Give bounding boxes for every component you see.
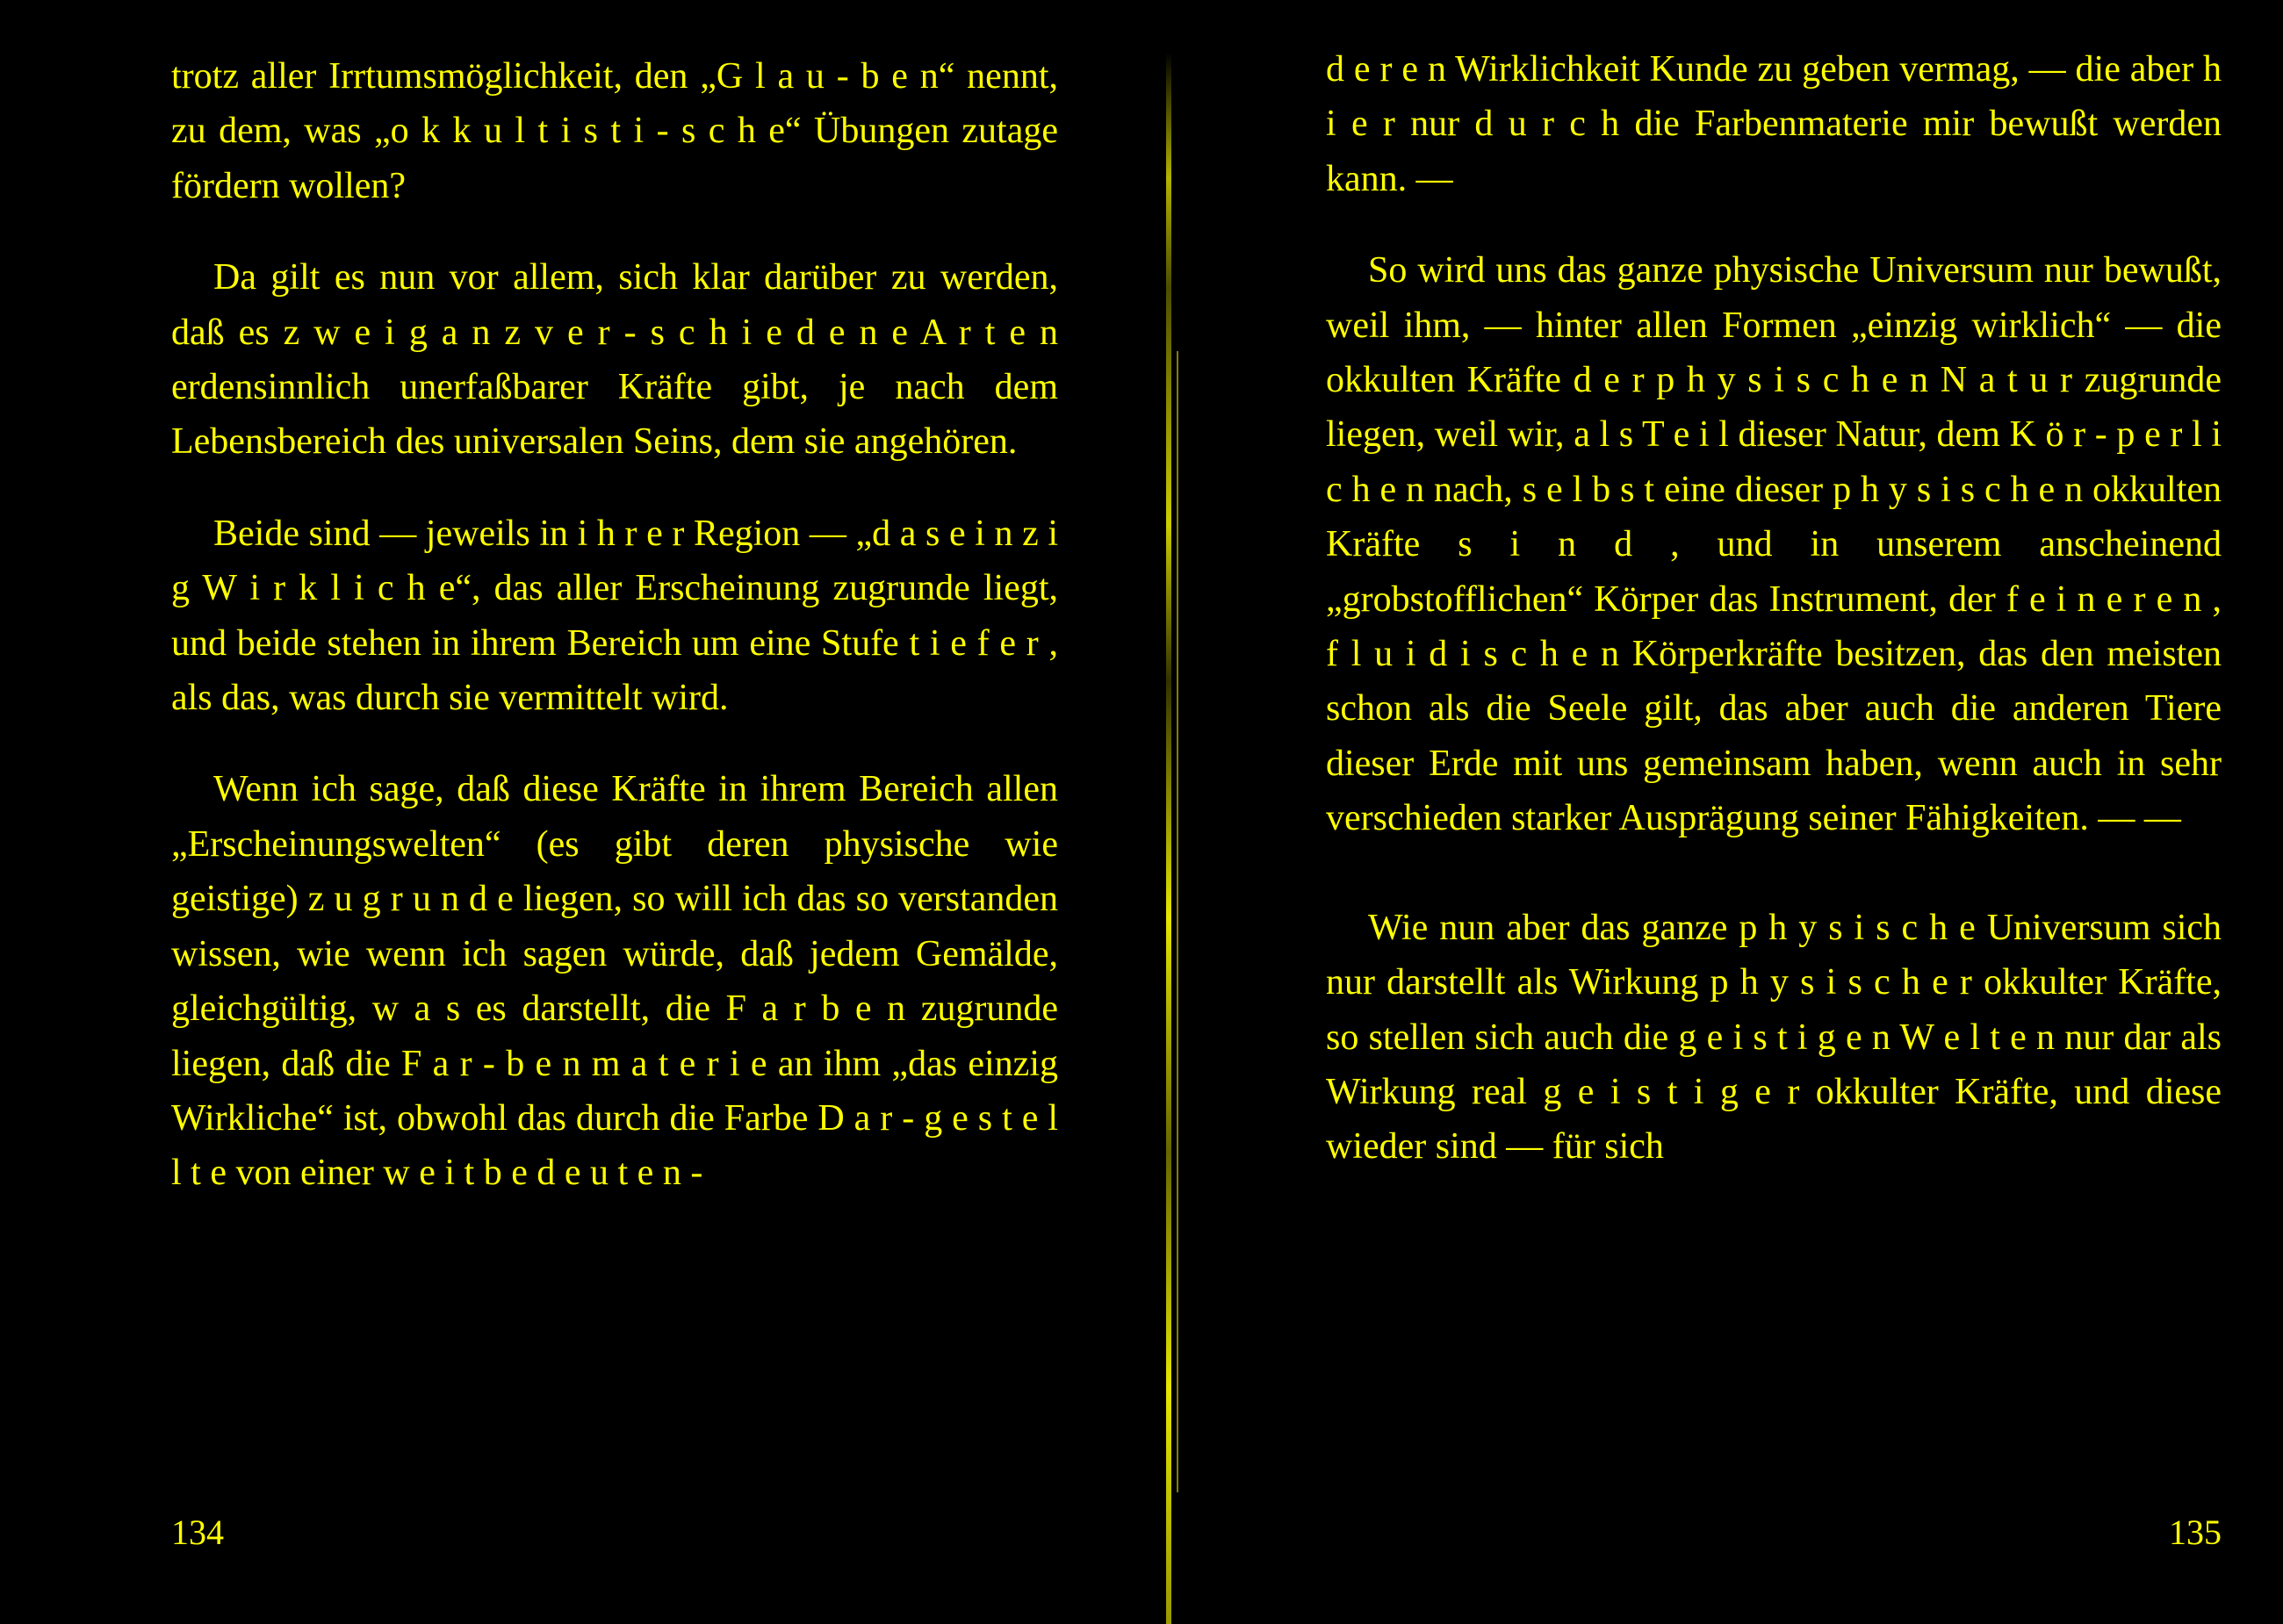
right-paragraph-3: Wie nun aber das ganze p h y s i s c h e Universum sich nur darstellt als Wirkung p h y s i s c h e r okkulter Kräfte, so stellen sich auch die g e i s t i g e n W e l t e n nur dar als Wirkung real g e i s t i g e r okkulter Kräfte, und diese wieder sind — für sich bbox=[1326, 907, 2222, 1168]
book-gutter-edge bbox=[1177, 351, 1178, 1492]
right-paragraph-2: So wird uns das ganze physische Universum nur bewußt, weil ihm, — hinter allen Formen „einzig wirklich“ — die okkulten Kräfte d e r p h y s i s c h e n N a t u r zugrunde liegen, weil wir, a l s T e i l dieser Natur, dem K ö r - p e r l i c h e n nach, s e l b s t eine dieser p h y s i s c h e n okkulten Kräfte s i n d , und in unserem anscheinend „grobstofflichen“ Körper das Instrument, der f e i n e r e n , f l u i d i s c h e n Körperkräfte besitzen, das den meisten schon als die Seele gilt, das aber auch die anderen Tiere dieser Erde mit uns gemeinsam haben, wenn auch in sehr verschieden starker Ausprägung seiner Fähigkeiten. — — bbox=[1326, 250, 2222, 839]
left-paragraph-2: Da gilt es nun vor allem, sich klar darüber zu werden, daß es z w e i g a n z v e r - s c h i e d e n e A r t e n erdensinnlich unerfaßbarer Kräfte gibt, je nach dem Lebensbereich des universalen Seins, dem sie angehören. bbox=[171, 257, 1058, 463]
left-page-number: 134 bbox=[171, 1513, 224, 1552]
right-page bbox=[1326, 0, 2222, 1624]
left-paragraph-3: Beide sind — jeweils in i h r e r Region — „d a s e i n z i g W i r k l i c h e“, das aller Erscheinung zugrunde liegt, und beide stehen in ihrem Bereich um eine Stufe t i e f e r , als das, was durch sie vermittelt wird. bbox=[171, 513, 1058, 719]
left-paragraph-4: Wenn ich sage, daß diese Kräfte in ihrem Bereich allen „Erscheinungswelten“ (es gibt deren physische wie geistige) z u g r u n d e liegen, so will ich das so verstanden wissen, wie wenn ich sagen würde, daß jedem Gemälde, gleichgültig, w a s es darstellt, die F a r b e n zugrunde liegen, daß die F a r - b e n m a t e r i e an ihm „das einzig Wirkliche“ ist, obwohl das durch die Farbe D a r - g e s t e l l t e von einer w e i t b e d e u t e n - bbox=[171, 769, 1058, 1194]
left-page bbox=[171, 0, 1058, 1624]
left-paragraph-1: trotz aller Irrtumsmöglichkeit, den „G l a u - b e n“ nennt, zu dem, was „o k k u l t i s t i - s c h e“ Übungen zutage fördern wollen? bbox=[171, 56, 1058, 206]
right-paragraph-1: d e r e n Wirklichkeit Kunde zu geben vermag, — die aber h i e r nur d u r c h die Farbenmaterie mir bewußt werden kann. — bbox=[1326, 49, 2222, 199]
right-page-text bbox=[1326, 42, 2222, 1175]
left-page-text bbox=[171, 49, 1058, 1201]
book-gutter bbox=[1166, 53, 1171, 1624]
right-page-number: 135 bbox=[2169, 1513, 2222, 1552]
